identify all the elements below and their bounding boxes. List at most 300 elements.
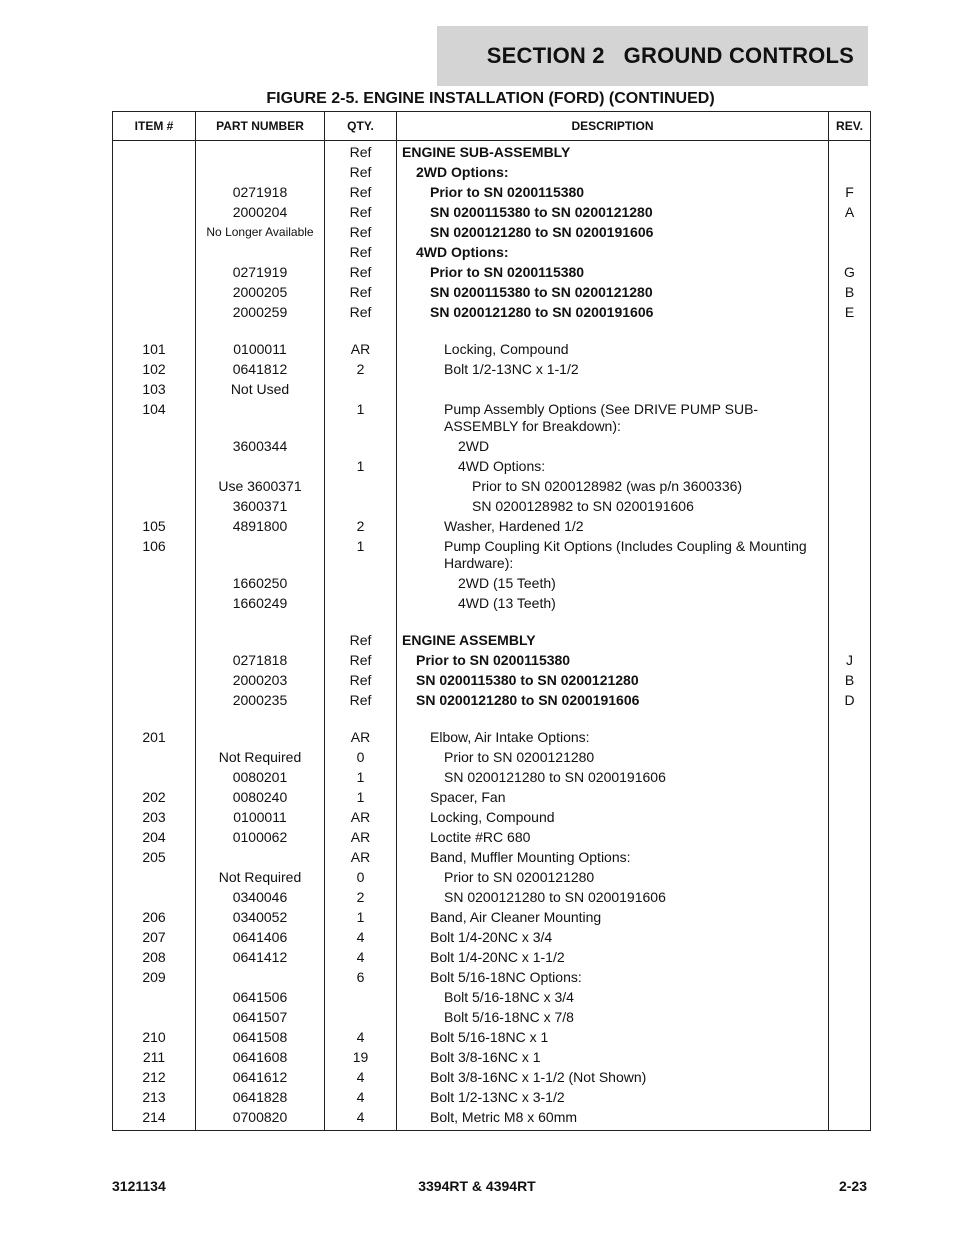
- item-number-cell: [113, 183, 196, 203]
- description-cell: [397, 948, 829, 968]
- table-row: [113, 263, 871, 283]
- revision-cell: [829, 968, 871, 988]
- item-number-cell: 207: [113, 928, 196, 948]
- quantity-cell: 4: [325, 948, 397, 968]
- quantity-cell: Ref: [325, 691, 397, 711]
- table-row: [113, 1048, 871, 1068]
- description-text: Bolt 3/8-16NC x 1-1/2 (Not Shown): [430, 1069, 647, 1085]
- description-cell: [397, 1048, 829, 1068]
- description-cell: [397, 141, 829, 164]
- quantity-cell: 4: [325, 1088, 397, 1108]
- description-text: Spacer, Fan: [430, 789, 506, 805]
- revision-cell: B: [829, 283, 871, 303]
- table-row: [113, 574, 871, 594]
- part-number-cell: 0700820: [196, 1108, 325, 1131]
- revision-cell: [829, 477, 871, 497]
- part-number-cell: [196, 631, 325, 651]
- description-text: Band, Muffler Mounting Options:: [430, 849, 631, 865]
- item-number-cell: [113, 651, 196, 671]
- revision-cell: A: [829, 203, 871, 223]
- revision-cell: [829, 631, 871, 651]
- item-number-cell: 104: [113, 400, 196, 437]
- description-text: 4WD (13 Teeth): [458, 595, 556, 611]
- table-row: [113, 848, 871, 868]
- spacer-cell: [325, 323, 397, 340]
- part-number-cell: 0340052: [196, 908, 325, 928]
- part-number-cell: Not Required: [196, 748, 325, 768]
- item-number-cell: [113, 574, 196, 594]
- part-number-cell: 0641828: [196, 1088, 325, 1108]
- quantity-cell: Ref: [325, 283, 397, 303]
- description-text: 2WD: [458, 438, 490, 454]
- quantity-cell: Ref: [325, 141, 397, 164]
- revision-cell: [829, 497, 871, 517]
- revision-cell: [829, 1048, 871, 1068]
- table-row: [113, 908, 871, 928]
- table-row: [113, 808, 871, 828]
- table-row: [113, 497, 871, 517]
- table-row: [113, 203, 871, 223]
- description-cell: [397, 988, 829, 1008]
- revision-cell: [829, 1088, 871, 1108]
- quantity-cell: 4: [325, 1028, 397, 1048]
- quantity-cell: AR: [325, 340, 397, 360]
- part-number-cell: 0641608: [196, 1048, 325, 1068]
- table-row: [113, 477, 871, 497]
- part-number-cell: [196, 968, 325, 988]
- table-row: [113, 1008, 871, 1028]
- description-text: Bolt 1/2-13NC x 3-1/2: [430, 1089, 565, 1105]
- description-cell: [397, 928, 829, 948]
- spacer-cell: [397, 711, 829, 728]
- revision-cell: J: [829, 651, 871, 671]
- description-cell: [397, 808, 829, 828]
- description-cell: [397, 243, 829, 263]
- part-number-cell: 4891800: [196, 517, 325, 537]
- spacer-cell: [397, 323, 829, 340]
- table-row: [113, 360, 871, 380]
- revision-cell: [829, 457, 871, 477]
- spacer-cell: [113, 711, 196, 728]
- description-text: SN 0200115380 to SN 0200121280: [430, 204, 653, 220]
- part-number-cell: Use 3600371: [196, 477, 325, 497]
- description-text: Prior to SN 0200121280: [444, 749, 595, 765]
- part-number-cell: 3600344: [196, 437, 325, 457]
- section-header: [437, 26, 868, 86]
- part-number-cell: 2000235: [196, 691, 325, 711]
- item-number-cell: [113, 988, 196, 1008]
- description-cell: [397, 340, 829, 360]
- spacer-cell: [829, 323, 871, 340]
- spacer-cell: [113, 323, 196, 340]
- spacer-cell: [325, 711, 397, 728]
- description-text: Locking, Compound: [444, 341, 569, 357]
- item-number-cell: 202: [113, 788, 196, 808]
- description-cell: [397, 1008, 829, 1028]
- revision-cell: [829, 868, 871, 888]
- description-cell: [397, 360, 829, 380]
- part-number-cell: 0100011: [196, 808, 325, 828]
- revision-cell: [829, 768, 871, 788]
- part-number-cell: [196, 728, 325, 748]
- section-title: SECTION 2 GROUND CONTROLS: [486, 43, 854, 68]
- description-text: Pump Coupling Kit Options (Includes Coupling & Mounting Hardware):: [444, 538, 807, 571]
- table-spacer-row: [113, 323, 871, 340]
- item-number-cell: [113, 163, 196, 183]
- description-text: Prior to SN 0200115380: [430, 184, 585, 200]
- table-row: [113, 163, 871, 183]
- description-cell: [397, 497, 829, 517]
- quantity-cell: 4: [325, 928, 397, 948]
- description-text: Bolt 3/8-16NC x 1: [430, 1049, 541, 1065]
- spacer-cell: [196, 614, 325, 631]
- description-text: SN 0200115380 to SN 0200121280: [416, 672, 639, 688]
- table-row: [113, 183, 871, 203]
- quantity-cell: [325, 497, 397, 517]
- description-cell: [397, 223, 829, 243]
- description-cell: [397, 788, 829, 808]
- part-number-cell: 0080201: [196, 768, 325, 788]
- description-text: Prior to SN 0200115380: [430, 264, 585, 280]
- description-text: Prior to SN 0200121280: [444, 869, 595, 885]
- item-number-cell: 102: [113, 360, 196, 380]
- revision-cell: [829, 574, 871, 594]
- table-row: [113, 988, 871, 1008]
- spacer-cell: [196, 323, 325, 340]
- description-cell: [397, 748, 829, 768]
- description-text: Prior to SN 0200128982 (was p/n 3600336): [472, 478, 743, 494]
- part-number-cell: 1660250: [196, 574, 325, 594]
- description-text: Bolt 1/4-20NC x 3/4: [430, 929, 553, 945]
- description-text: Bolt 1/2-13NC x 1-1/2: [444, 361, 579, 377]
- item-number-cell: 211: [113, 1048, 196, 1068]
- table-row: [113, 594, 871, 614]
- revision-cell: [829, 748, 871, 768]
- table-row: [113, 517, 871, 537]
- item-number-cell: [113, 768, 196, 788]
- item-number-cell: [113, 243, 196, 263]
- quantity-cell: 19: [325, 1048, 397, 1068]
- item-number-cell: 204: [113, 828, 196, 848]
- quantity-cell: 2: [325, 517, 397, 537]
- description-text: SN 0200128982 to SN 0200191606: [472, 498, 694, 514]
- quantity-cell: [325, 477, 397, 497]
- description-text: ENGINE SUB-ASSEMBLY: [402, 144, 571, 160]
- quantity-cell: 6: [325, 968, 397, 988]
- description-cell: [397, 631, 829, 651]
- quantity-cell: 1: [325, 768, 397, 788]
- table-row: [113, 437, 871, 457]
- quantity-cell: Ref: [325, 243, 397, 263]
- quantity-cell: [325, 574, 397, 594]
- quantity-cell: 2: [325, 360, 397, 380]
- description-text: SN 0200121280 to SN 0200191606: [430, 224, 654, 240]
- revision-cell: [829, 788, 871, 808]
- description-text: SN 0200121280 to SN 0200191606: [416, 692, 640, 708]
- table-row: [113, 1088, 871, 1108]
- description-cell: [397, 691, 829, 711]
- column-header-part-number: PART NUMBER: [196, 112, 325, 141]
- description-text: SN 0200115380 to SN 0200121280: [430, 284, 653, 300]
- item-number-cell: [113, 868, 196, 888]
- revision-cell: [829, 988, 871, 1008]
- figure-title: FIGURE 2-5. ENGINE INSTALLATION (FORD) (CONTINUED): [266, 90, 715, 107]
- description-cell: [397, 651, 829, 671]
- part-number-cell: 0100011: [196, 340, 325, 360]
- part-number-cell: 2000203: [196, 671, 325, 691]
- part-number-cell: 0641508: [196, 1028, 325, 1048]
- description-text: Bolt 5/16-18NC Options:: [430, 969, 582, 985]
- spacer-cell: [113, 614, 196, 631]
- item-number-cell: 203: [113, 808, 196, 828]
- part-number-cell: Not Required: [196, 868, 325, 888]
- quantity-cell: Ref: [325, 203, 397, 223]
- description-text: Pump Assembly Options (See DRIVE PUMP SUB-ASSEMBLY for Breakdown):: [444, 401, 759, 434]
- item-number-cell: 201: [113, 728, 196, 748]
- description-cell: [397, 848, 829, 868]
- description-cell: [397, 437, 829, 457]
- item-number-cell: 208: [113, 948, 196, 968]
- table-row: [113, 1068, 871, 1088]
- item-number-cell: [113, 1008, 196, 1028]
- table-row: [113, 948, 871, 968]
- part-number-cell: 3600371: [196, 497, 325, 517]
- table-row: [113, 340, 871, 360]
- item-number-cell: [113, 263, 196, 283]
- part-number-cell: 0641812: [196, 360, 325, 380]
- part-number-cell: No Longer Available: [196, 223, 325, 243]
- description-cell: [397, 768, 829, 788]
- part-number-cell: 0641412: [196, 948, 325, 968]
- part-number-cell: 0271919: [196, 263, 325, 283]
- revision-cell: E: [829, 303, 871, 323]
- table-row: [113, 1028, 871, 1048]
- quantity-cell: AR: [325, 728, 397, 748]
- spacer-cell: [325, 614, 397, 631]
- part-number-cell: [196, 457, 325, 477]
- quantity-cell: [325, 380, 397, 400]
- quantity-cell: Ref: [325, 163, 397, 183]
- part-number-cell: 2000204: [196, 203, 325, 223]
- revision-cell: [829, 360, 871, 380]
- table-row: [113, 651, 871, 671]
- part-number-cell: [196, 141, 325, 164]
- footer-models: 3394RT & 4394RT: [418, 1178, 536, 1194]
- description-text: Bolt 5/16-18NC x 7/8: [444, 1009, 574, 1025]
- revision-cell: [829, 908, 871, 928]
- description-cell: [397, 380, 829, 400]
- revision-cell: [829, 808, 871, 828]
- table-spacer-row: [113, 711, 871, 728]
- quantity-cell: 0: [325, 748, 397, 768]
- item-number-cell: 209: [113, 968, 196, 988]
- spacer-cell: [196, 711, 325, 728]
- table-row: [113, 828, 871, 848]
- quantity-cell: 1: [325, 537, 397, 574]
- table-row: [113, 788, 871, 808]
- table-row: [113, 537, 871, 574]
- description-text: Washer, Hardened 1/2: [444, 518, 584, 534]
- part-number-cell: 0271918: [196, 183, 325, 203]
- item-number-cell: 205: [113, 848, 196, 868]
- table-spacer-row: [113, 614, 871, 631]
- part-number-cell: [196, 243, 325, 263]
- table-row: [113, 1108, 871, 1131]
- description-cell: [397, 671, 829, 691]
- quantity-cell: 4: [325, 1108, 397, 1131]
- item-number-cell: [113, 497, 196, 517]
- item-number-cell: [113, 594, 196, 614]
- description-cell: [397, 968, 829, 988]
- footer-doc-number: 3121134: [112, 1178, 166, 1194]
- description-cell: [397, 263, 829, 283]
- part-number-cell: 1660249: [196, 594, 325, 614]
- table-row: [113, 631, 871, 651]
- description-text: Bolt, Metric M8 x 60mm: [430, 1109, 578, 1125]
- column-header-description: DESCRIPTION: [397, 112, 829, 141]
- table-row: [113, 691, 871, 711]
- item-number-cell: [113, 691, 196, 711]
- column-header-rev: REV.: [829, 112, 871, 141]
- description-text: Loctite #RC 680: [430, 829, 531, 845]
- description-text: Bolt 1/4-20NC x 1-1/2: [430, 949, 565, 965]
- description-cell: [397, 1028, 829, 1048]
- revision-cell: [829, 163, 871, 183]
- revision-cell: [829, 728, 871, 748]
- description-text: SN 0200121280 to SN 0200191606: [430, 304, 654, 320]
- description-cell: [397, 908, 829, 928]
- quantity-cell: Ref: [325, 263, 397, 283]
- quantity-cell: [325, 437, 397, 457]
- parts-table: [112, 111, 871, 1131]
- quantity-cell: Ref: [325, 631, 397, 651]
- revision-cell: [829, 1008, 871, 1028]
- item-number-cell: [113, 437, 196, 457]
- description-cell: [397, 457, 829, 477]
- table-row: [113, 400, 871, 437]
- table-header-row: [113, 112, 871, 141]
- description-text: 2WD Options:: [416, 164, 509, 180]
- part-number-cell: 2000205: [196, 283, 325, 303]
- revision-cell: [829, 141, 871, 164]
- quantity-cell: AR: [325, 828, 397, 848]
- quantity-cell: 1: [325, 788, 397, 808]
- description-cell: [397, 400, 829, 437]
- table-row: [113, 243, 871, 263]
- item-number-cell: [113, 223, 196, 243]
- table-row: [113, 868, 871, 888]
- description-text: 2WD (15 Teeth): [458, 575, 556, 591]
- part-number-cell: [196, 163, 325, 183]
- table-row: [113, 968, 871, 988]
- quantity-cell: Ref: [325, 303, 397, 323]
- revision-cell: F: [829, 183, 871, 203]
- item-number-cell: 103: [113, 380, 196, 400]
- item-number-cell: [113, 888, 196, 908]
- revision-cell: [829, 888, 871, 908]
- table-row: [113, 141, 871, 164]
- revision-cell: [829, 1068, 871, 1088]
- revision-cell: [829, 537, 871, 574]
- part-number-cell: 0641612: [196, 1068, 325, 1088]
- table-row: [113, 671, 871, 691]
- description-text: Prior to SN 0200115380: [416, 652, 571, 668]
- part-number-cell: [196, 848, 325, 868]
- revision-cell: [829, 828, 871, 848]
- description-text: 4WD Options:: [416, 244, 509, 260]
- item-number-cell: 213: [113, 1088, 196, 1108]
- part-number-cell: 0100062: [196, 828, 325, 848]
- revision-cell: [829, 848, 871, 868]
- quantity-cell: 1: [325, 908, 397, 928]
- part-number-cell: Not Used: [196, 380, 325, 400]
- revision-cell: [829, 400, 871, 437]
- description-cell: [397, 728, 829, 748]
- part-number-cell: 2000259: [196, 303, 325, 323]
- item-number-cell: [113, 203, 196, 223]
- revision-cell: [829, 928, 871, 948]
- spacer-cell: [829, 711, 871, 728]
- description-cell: [397, 283, 829, 303]
- description-text: SN 0200121280 to SN 0200191606: [444, 889, 666, 905]
- revision-cell: [829, 517, 871, 537]
- quantity-cell: [325, 594, 397, 614]
- description-text: 4WD Options:: [458, 458, 546, 474]
- item-number-cell: [113, 748, 196, 768]
- item-number-cell: [113, 283, 196, 303]
- quantity-cell: AR: [325, 848, 397, 868]
- table-row: [113, 380, 871, 400]
- table-row: [113, 928, 871, 948]
- description-cell: [397, 203, 829, 223]
- table-row: [113, 283, 871, 303]
- quantity-cell: 4: [325, 1068, 397, 1088]
- description-cell: [397, 868, 829, 888]
- item-number-cell: 105: [113, 517, 196, 537]
- description-text: Locking, Compound: [430, 809, 555, 825]
- quantity-cell: [325, 1008, 397, 1028]
- part-number-cell: 0340046: [196, 888, 325, 908]
- item-number-cell: [113, 477, 196, 497]
- description-text: Band, Air Cleaner Mounting: [430, 909, 602, 925]
- description-cell: [397, 828, 829, 848]
- quantity-cell: 1: [325, 457, 397, 477]
- quantity-cell: [325, 988, 397, 1008]
- description-cell: [397, 163, 829, 183]
- description-text: Bolt 5/16-18NC x 3/4: [444, 989, 574, 1005]
- description-cell: [397, 537, 829, 574]
- spacer-cell: [397, 614, 829, 631]
- revision-cell: [829, 223, 871, 243]
- description-cell: [397, 1088, 829, 1108]
- part-number-cell: 0641507: [196, 1008, 325, 1028]
- table-body: [113, 141, 871, 1131]
- part-number-cell: [196, 537, 325, 574]
- quantity-cell: Ref: [325, 671, 397, 691]
- description-cell: [397, 1068, 829, 1088]
- item-number-cell: 206: [113, 908, 196, 928]
- description-cell: [397, 594, 829, 614]
- revision-cell: G: [829, 263, 871, 283]
- footer-page-number: 2-23: [838, 1178, 867, 1194]
- quantity-cell: 0: [325, 868, 397, 888]
- description-cell: [397, 303, 829, 323]
- revision-cell: B: [829, 671, 871, 691]
- quantity-cell: 2: [325, 888, 397, 908]
- table-row: [113, 457, 871, 477]
- part-number-cell: 0080240: [196, 788, 325, 808]
- revision-cell: [829, 437, 871, 457]
